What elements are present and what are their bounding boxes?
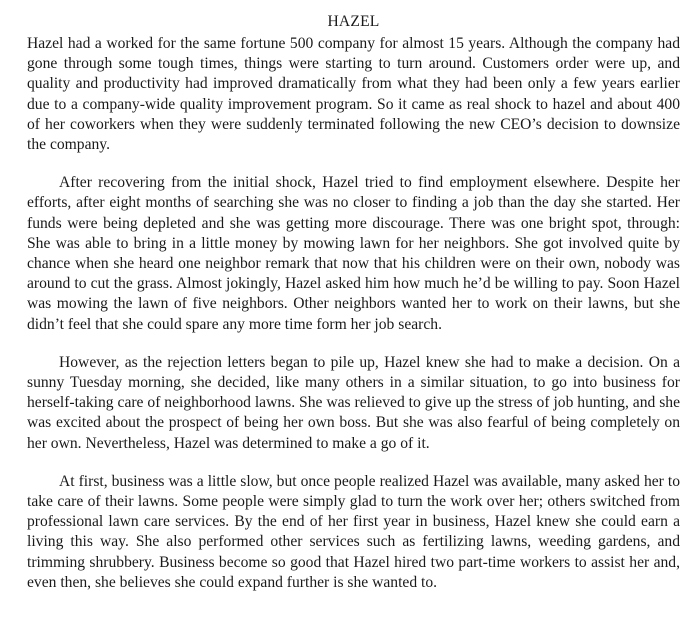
paragraph-4: At first, business was a little slow, but once people realized Hazel was available, many asked her to take care of their lawns. Some people were simply glad to turn the work over her; others switched from professional lawn care services. By the end of her first year in business, Hazel knew she could earn a living this way. She also performed other services such as fertilizing lawns, weeding gardens, and trimming shrubbery. Business become so good that Hazel hired two part-time workers to assist her and, even then, she believes she could expand further is she wanted to. [27, 472, 680, 591]
paragraph-spacer [27, 454, 680, 472]
paragraph-1: Hazel had a worked for the same fortune 500 company for almost 15 years. Although the company had gone through some tough times, things were starting to turn around. Customers order were up, and quality and productivity had improved dramatically from what they had been only a few years earlier due to a company-wide quality improvement program. So it came as real shock to hazel and about 400 of her coworkers when they were suddenly terminated following the new CEO’s decision to downsize the company. [27, 35, 680, 154]
paragraph-2: After recovering from the initial shock, Hazel tried to find employment elsewhere. Despite her efforts, after eight months of searching she was no closer to finding a job than the day she started. Her funds were being depleted and she was getting more discourage. There was one bright spot, through: She was able to bring in a little money by mowing lawn for her neighbors. She got involved quite by chance when she heard one neighbor remark that now that his children were on their own, nobody was around to cut the grass. Almost jokingly, Hazel asked him how much he’d be willing to pay. Soon Hazel was mowing the lawn of five neighbors. Other neighbors wanted her to work on their lawns, but she didn’t feel that she could spare any more time form her job search. [27, 174, 680, 333]
paragraph-spacer [27, 335, 680, 353]
paragraph-3: However, as the rejection letters began to pile up, Hazel knew she had to make a decision. On a sunny Tuesday morning, she decided, like many others in a similar situation, to go into business for herself-taking care of neighborhood lawns. She was relieved to give up the stress of job hunting, and she was excited about the prospect of being her own boss. But she was also fearful of being completely on her own. Nevertheless, Hazel was determined to make a go of it. [27, 353, 680, 452]
paragraph-spacer [27, 155, 680, 173]
document-title: HAZEL [327, 13, 380, 30]
